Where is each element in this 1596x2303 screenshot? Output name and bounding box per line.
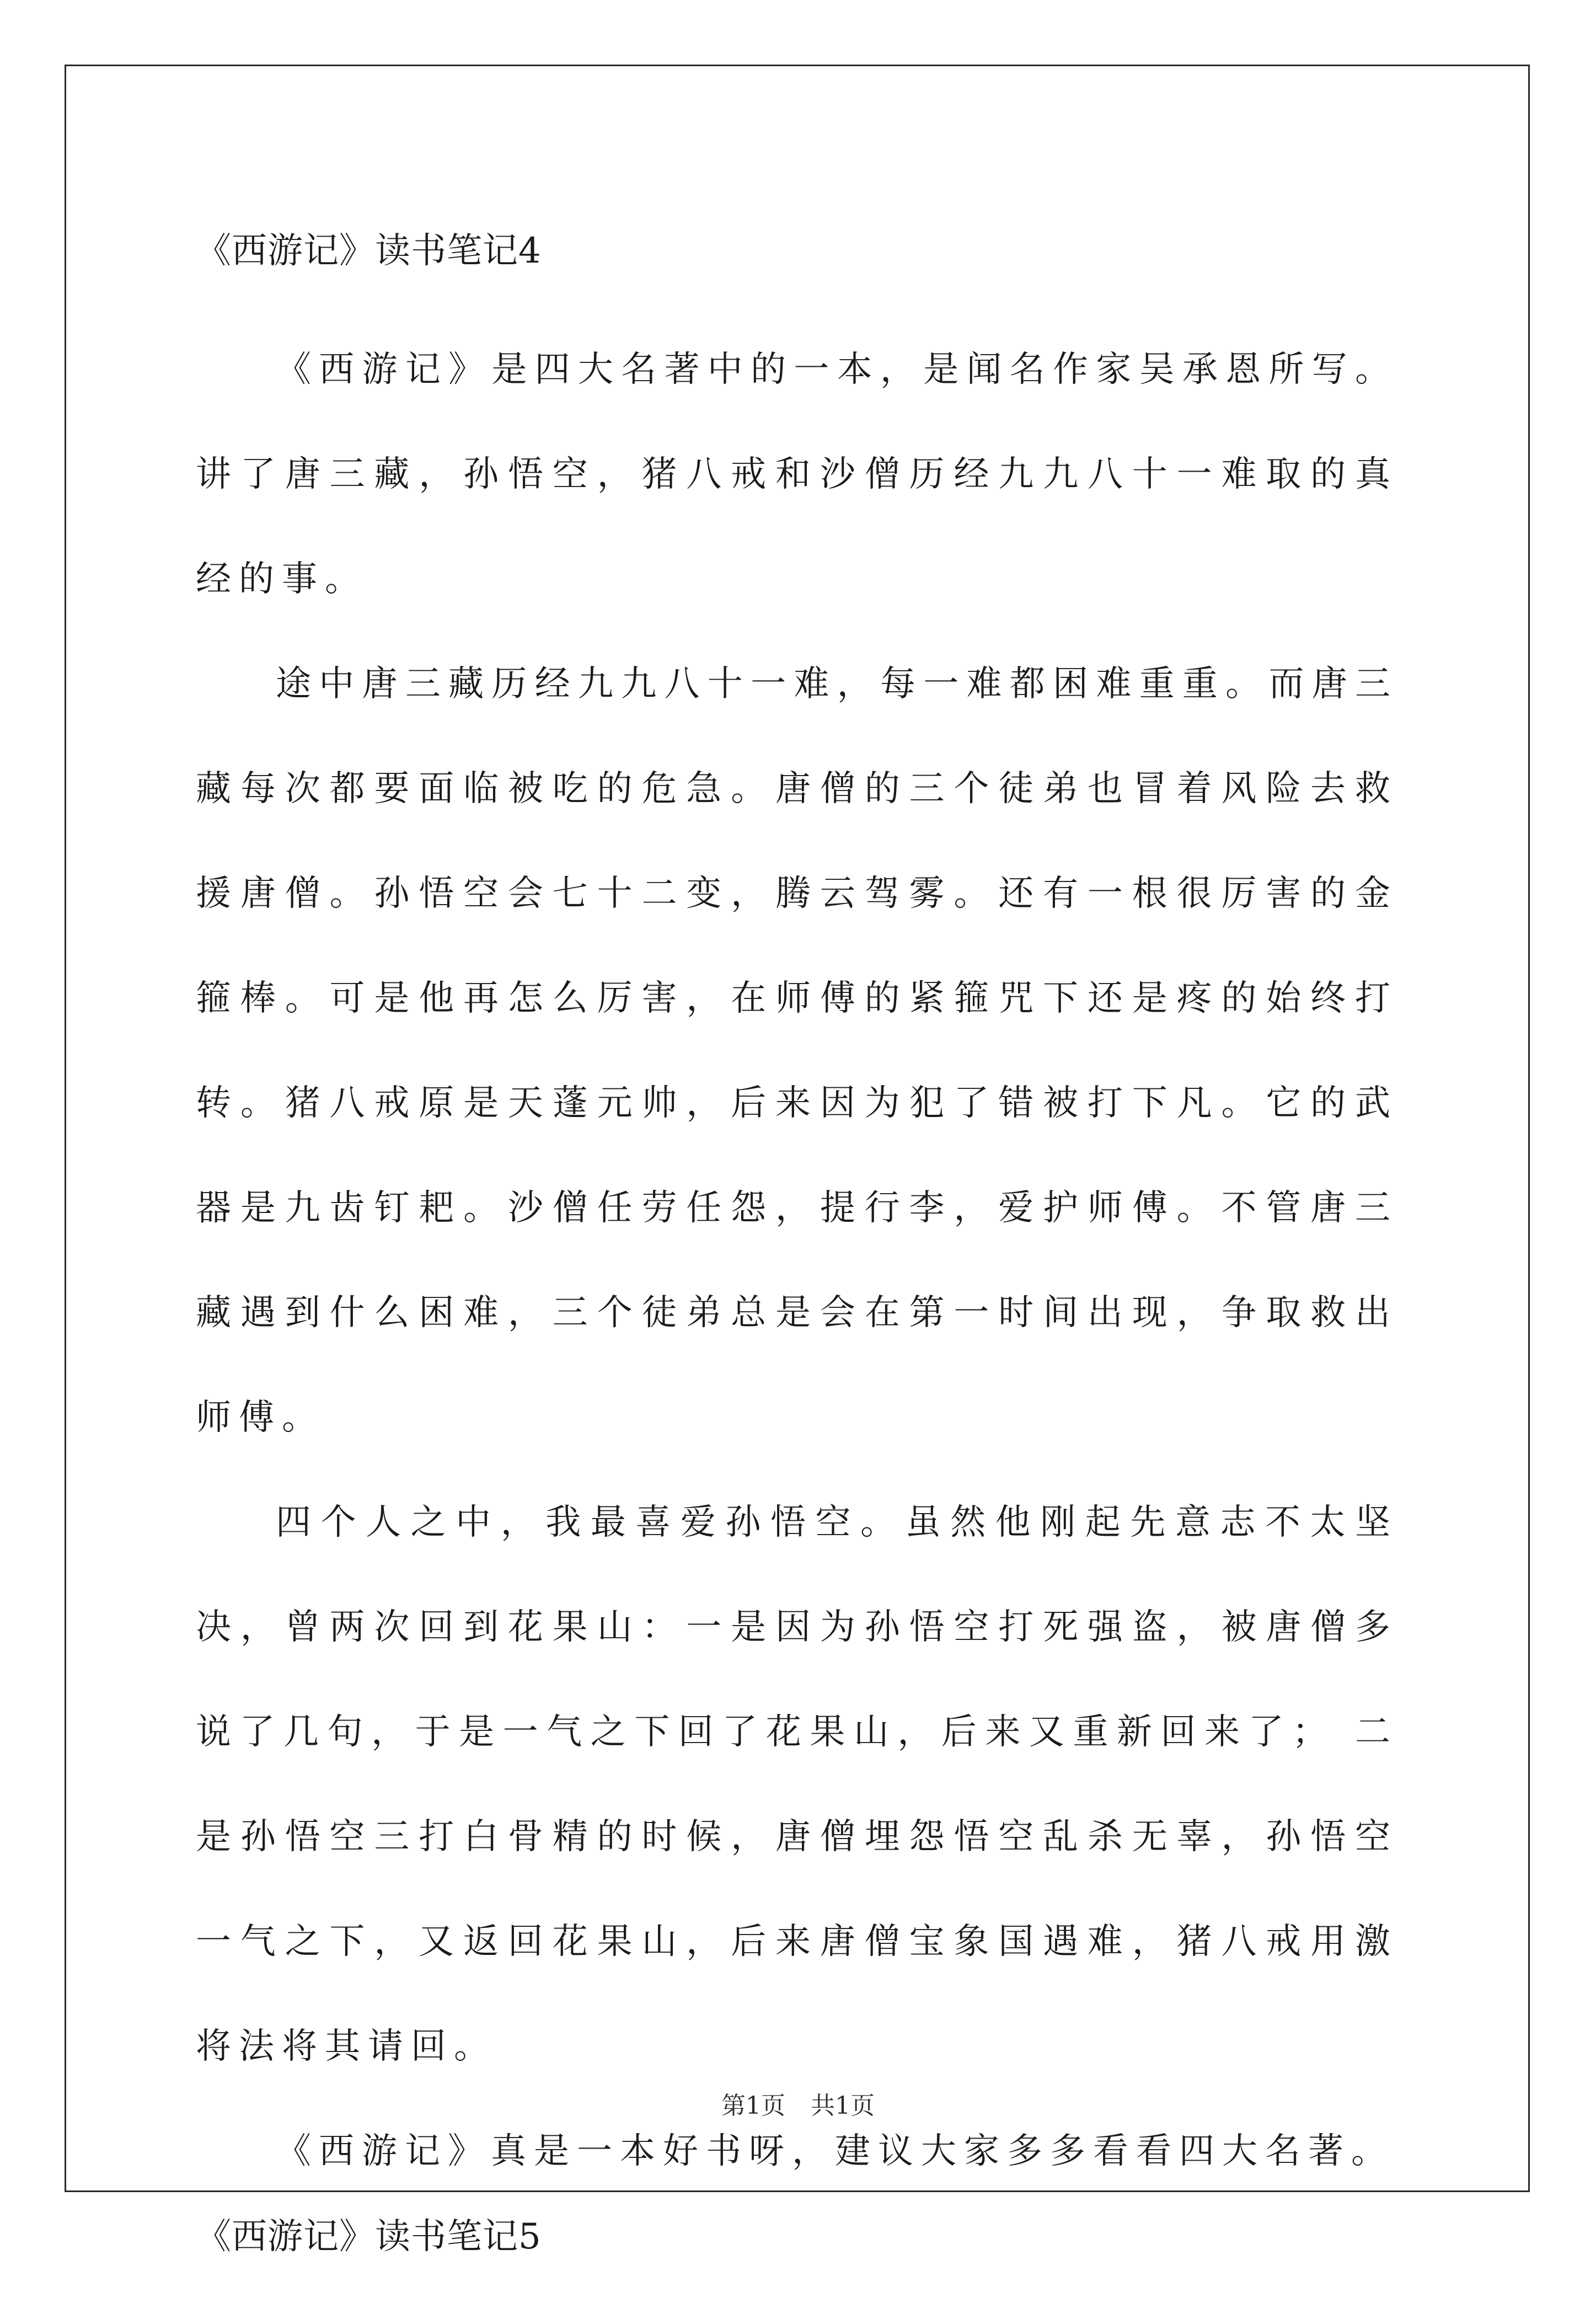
- paragraph-4: 《西游记》真是一本好书呀，建议大家多多看看四大名著。: [276, 2131, 1394, 2172]
- section-title-4: 《西游记》读书笔记4: [196, 231, 542, 271]
- page-footer: [0, 2090, 1596, 2123]
- page-number: 第1页: [721, 2092, 785, 2120]
- document-body: [196, 223, 1398, 2303]
- section-title-5: 《西游记》读书笔记5: [196, 2216, 542, 2257]
- paragraph-2: 途中唐三藏历经九九八十一难，每一难都困难重重。而唐三藏每次都要面临被吃的危急。唐僧的三个徒弟也冒着风险去救援唐僧。孙悟空会七十二变，腾云驾雾。还有一根很厉害的金箍棒。可是他再怎么厉害，在师傅的紧箍咒下还是疼的始终打转。猪八戒原是天蓬元帅，后来因为犯了错被打下凡。它的武器是九齿钉耙。沙僧任劳任怨，提行李，爱护师傅。不管唐三藏遇到什么困难，三个徒弟总是会在第一时间出现，争取救出师傅。: [196, 664, 1398, 1438]
- page-total: 共1页: [811, 2092, 875, 2120]
- paragraph-1: 《西游记》是四大名著中的一本，是闻名作家吴承恩所写。讲了唐三藏，孙悟空，猪八戒和沙僧历经九九八十一难取的真经的事。: [196, 349, 1398, 600]
- paragraph-3: 四个人之中，我最喜爱孙悟空。虽然他刚起先意志不太坚决，曾两次回到花果山：一是因为孙悟空打死强盗，被唐僧多说了几句，于是一气之下回了花果山，后来又重新回来了； 二是孙悟空三打白骨精的时候，唐僧埋怨悟空乱杀无辜，孙悟空一气之下，又返回花果山，后来唐僧宝象国遇难，猪八戒用激将法将其请回。: [196, 1502, 1398, 2067]
